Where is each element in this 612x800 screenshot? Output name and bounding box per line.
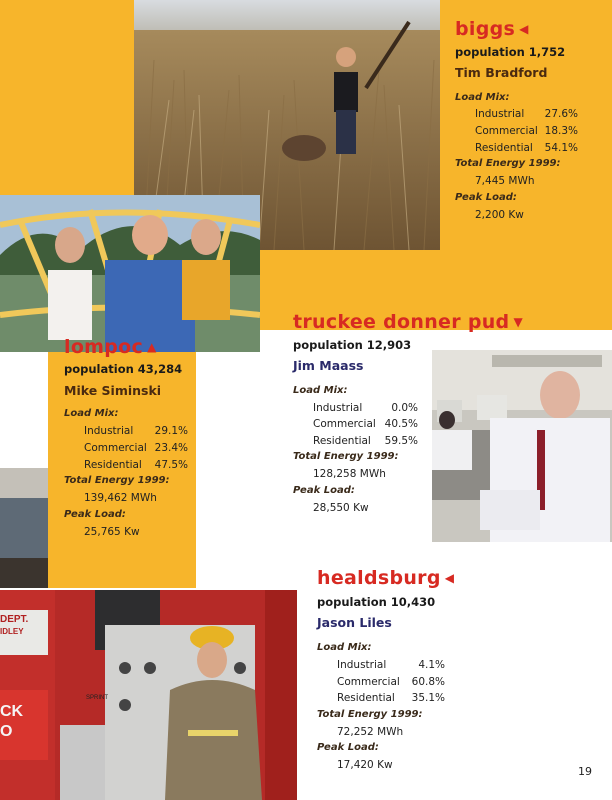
biggs-industrial-label: Industrial [475,108,525,120]
truckee-photo [432,350,612,542]
lompoc-population: population 43,284 [64,362,183,376]
biggs-population: population 1,752 [455,45,566,59]
lompoc-residential-label: Residential [84,459,142,471]
truckee-total-energy-label: Total Energy 1999: [293,451,399,462]
lompoc-residential-value: 47.5% [154,459,188,471]
yellow-panel-top-left [0,0,134,195]
biggs-name: biggs [455,18,516,40]
lompoc-commercial-label: Commercial [84,442,147,454]
healdsburg-residential-label: Residential [337,692,395,704]
healdsburg-person: Jason Liles [317,615,392,630]
biggs-peak-load-label: Peak Load: [455,192,517,203]
healdsburg-population: population 10,430 [317,595,436,609]
healdsburg-peak-load-label: Peak Load: [317,742,379,753]
lompoc-total-energy-value: 139,462 MWh [84,492,157,504]
truckee-industrial-label: Industrial [313,402,363,414]
healdsburg-photo [0,590,297,800]
truckee-title [293,311,523,333]
truckee-peak-load-label: Peak Load: [293,485,355,496]
truckee-population: population 12,903 [293,338,412,352]
truck-lettering-1: CK [0,703,24,720]
healdsburg-industrial-label: Industrial [337,659,387,671]
biggs-commercial-value: 18.3% [544,125,578,137]
truckee-industrial-value: 0.0% [391,402,418,414]
truckee-name: truckee donner pud [293,311,510,333]
biggs-peak-load-value: 2,200 Kw [475,209,524,221]
truckee-commercial-label: Commercial [313,418,376,430]
lompoc-commercial-value: 23.4% [154,442,188,454]
biggs-residential-value: 54.1% [544,142,578,154]
healdsburg-total-energy-value: 72,252 MWh [337,726,404,738]
truckee-residential-value: 59.5% [384,435,418,447]
biggs-residential-label: Residential [475,142,533,154]
lompoc-title [64,336,157,358]
truck-lettering-2: O [0,723,13,740]
healdsburg-name: healdsburg [317,567,441,589]
biggs-industrial-value: 27.6% [544,108,578,120]
truck-lettering [0,702,23,742]
fire-dept-sign [0,614,44,638]
biggs-commercial-label: Commercial [475,125,538,137]
pump-brand: SPRINT [86,695,109,701]
lompoc-industrial-value: 29.1% [154,425,188,437]
page-number: 19 [578,765,592,778]
healdsburg-peak-load-value: 17,420 Kw [337,759,393,771]
fire-sign-line2: IDLEY [0,627,24,636]
lompoc-industrial-label: Industrial [84,425,134,437]
healdsburg-total-energy-label: Total Energy 1999: [317,709,423,720]
triangle-left-icon: ◀ [519,22,529,36]
truckee-peak-load-value: 28,550 Kw [313,502,369,514]
lompoc-person: Mike Siminski [64,383,162,398]
truckee-total-energy-value: 128,258 MWh [313,468,386,480]
lompoc-load-mix-label: Load Mix: [64,408,119,419]
biggs-load-mix-label: Load Mix: [455,92,510,103]
biggs-total-energy-label: Total Energy 1999: [455,158,561,169]
lompoc-total-energy-label: Total Energy 1999: [64,475,170,486]
triangle-left-icon: ◀ [444,571,455,585]
lompoc-photo [0,195,260,352]
healdsburg-residential-value: 35.1% [411,692,445,704]
fire-sign-line1: DEPT. [0,614,29,625]
triangle-up-icon: ▲ [147,340,157,354]
street-photo [0,468,48,588]
healdsburg-title [317,567,454,589]
healdsburg-commercial-label: Commercial [337,676,400,688]
truckee-load-mix-label: Load Mix: [293,385,348,396]
truckee-commercial-value: 40.5% [384,418,418,430]
biggs-total-energy-value: 7,445 MWh [475,175,535,187]
biggs-title [455,18,529,40]
healdsburg-load-mix-label: Load Mix: [317,642,372,653]
healdsburg-commercial-value: 60.8% [411,676,445,688]
triangle-down-icon: ▼ [513,315,523,329]
lompoc-peak-load-label: Peak Load: [64,509,126,520]
healdsburg-industrial-value: 4.1% [418,659,445,671]
truckee-person: Jim Maass [293,358,364,373]
biggs-person: Tim Bradford [455,65,548,80]
truckee-residential-label: Residential [313,435,371,447]
lompoc-name: lompoc [64,336,144,358]
lompoc-peak-load-value: 25,765 Kw [84,526,140,538]
